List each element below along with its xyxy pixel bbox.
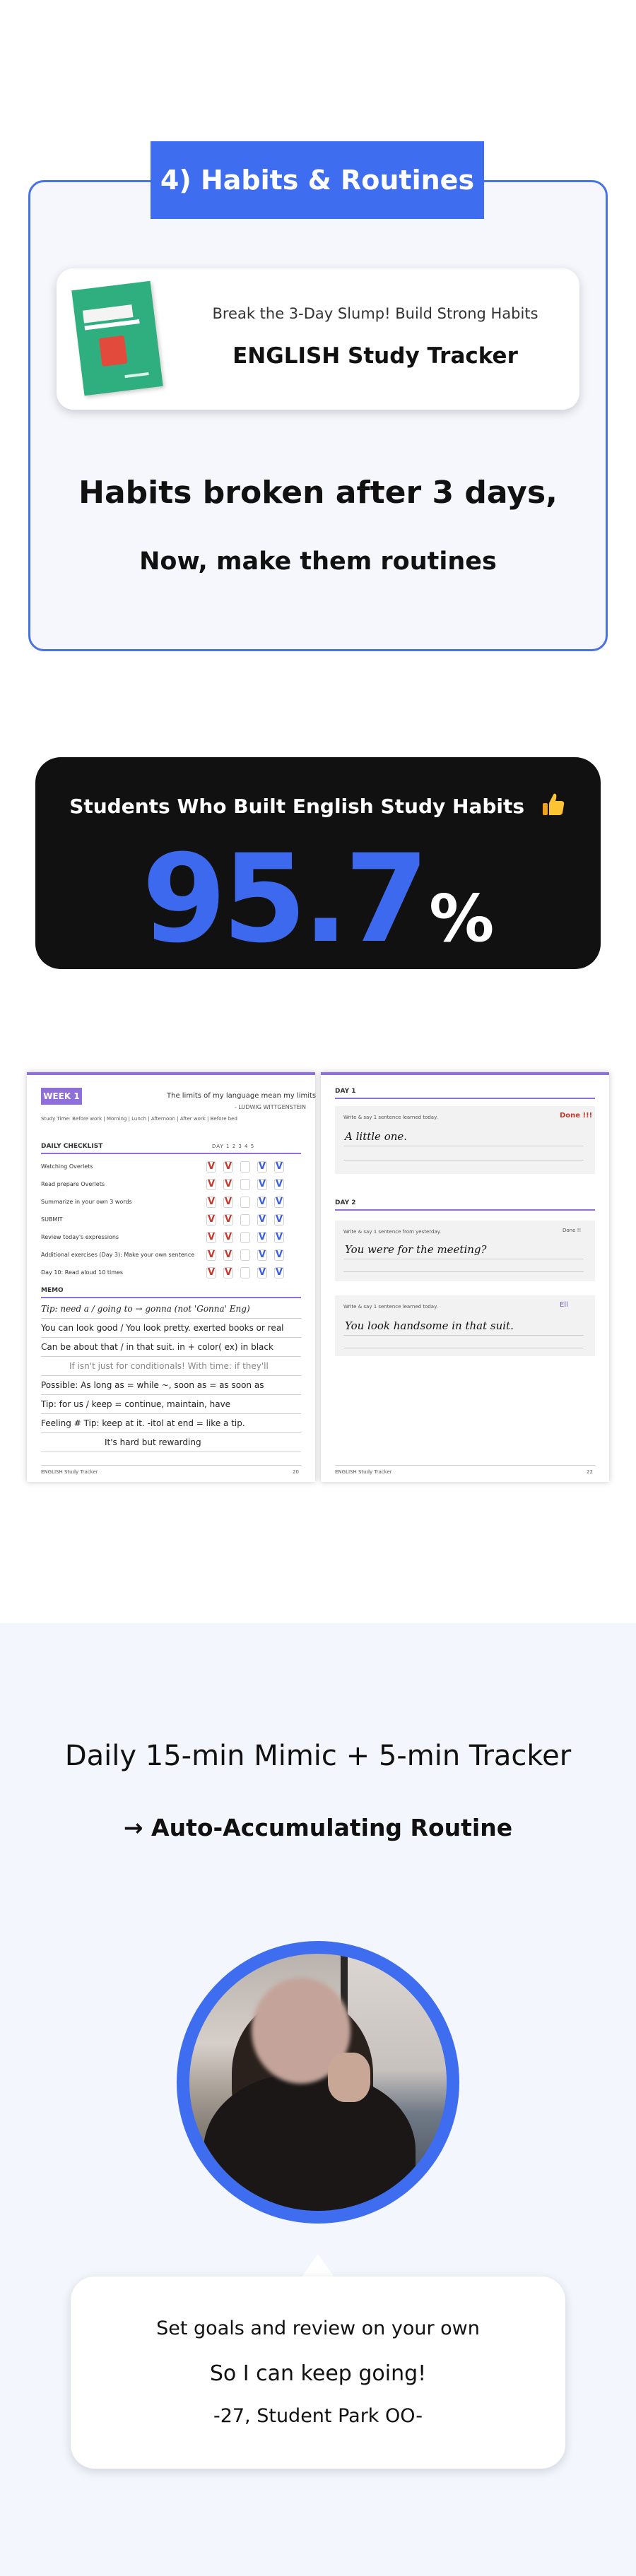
checklist-checkbox[interactable] [240, 1197, 250, 1208]
checklist-row [41, 1160, 302, 1175]
checklist-row [41, 1266, 302, 1281]
checklist-checkbox[interactable]: V [258, 1214, 266, 1225]
week-badge: WEEK 1 [41, 1088, 82, 1105]
memo-rule-line [41, 1356, 301, 1357]
testimonial-author: -27, Student Park OO- [213, 2405, 423, 2427]
memo-rule-line [41, 1413, 301, 1414]
stat-value: 95.7 [141, 828, 425, 970]
stat-card [35, 757, 601, 969]
checklist-checkbox[interactable]: V [275, 1267, 283, 1278]
habits-section [0, 0, 636, 699]
page-footer-title: ENGLISH Study Tracker [41, 1469, 98, 1475]
checklist-checkbox[interactable]: V [258, 1161, 266, 1172]
photo-body [204, 2074, 416, 2211]
memo-rule-line [41, 1337, 301, 1338]
page-number: 20 [293, 1469, 299, 1475]
checklist-row [41, 1195, 302, 1211]
checklist-checkbox[interactable]: V [207, 1214, 216, 1225]
checklist-checkbox[interactable]: V [258, 1267, 266, 1278]
day1-block [335, 1106, 595, 1174]
checklist-checkbox[interactable]: V [275, 1197, 283, 1207]
quote-author: - LUDWIG WITTGENSTEIN [235, 1104, 307, 1110]
section-title: 4) Habits & Routines [151, 141, 484, 219]
product-tagline: Break the 3-Day Slump! Build Strong Habits [212, 305, 538, 322]
headline-secondary: Now, make them routines [139, 547, 497, 576]
day2-mark-today: Ell [560, 1301, 568, 1309]
headline-primary: Habits broken after 3 days, [78, 475, 558, 511]
checklist-checkbox[interactable] [240, 1179, 250, 1190]
checklist-checkbox[interactable] [240, 1214, 250, 1225]
stat-label-row [35, 794, 601, 821]
tracker-page-left [27, 1072, 315, 1482]
checklist-checkbox[interactable]: V [224, 1214, 232, 1225]
checklist-rule [41, 1153, 301, 1154]
thumbs-up-icon [540, 791, 567, 818]
stat-label: Students Who Built English Study Habits [69, 795, 525, 818]
footer-rule [335, 1465, 595, 1466]
checklist-checkbox[interactable] [240, 1161, 250, 1173]
checklist-checkbox[interactable] [240, 1250, 250, 1261]
checklist-checkbox[interactable]: V [207, 1197, 216, 1207]
memo-line: If isn't just for conditionals! With time: if they'll [69, 1361, 269, 1371]
day2-block-today [335, 1295, 595, 1356]
checklist-checkbox[interactable]: V [224, 1232, 232, 1242]
checklist-item-label: Summarize in your own 3 words [41, 1199, 132, 1205]
answer-line [343, 1335, 584, 1336]
study-time: Study Time: Before work | Morning | Lunch | Afternoon | After work | Before bed [41, 1116, 237, 1122]
day2-mark: Done !! [563, 1228, 582, 1233]
memo-line: Possible: As long as = while ~, soon as = as soon as [41, 1380, 264, 1390]
checklist-checkbox[interactable]: V [224, 1197, 232, 1207]
memo-line: Can be about that / in that suit. in + color( ex) in black [41, 1342, 273, 1352]
checklist-checkbox[interactable] [240, 1267, 250, 1278]
day2-block-yesterday [335, 1221, 595, 1281]
checklist-checkbox[interactable]: V [224, 1250, 232, 1260]
checklist-days: DAY 1 2 3 4 5 [212, 1144, 255, 1149]
checklist-item-label: Day 10: Read aloud 10 times [41, 1269, 124, 1276]
tracker-book-image [71, 281, 163, 396]
day1-title: DAY 1 [335, 1088, 356, 1095]
book-footer-mark [124, 372, 148, 378]
checklist-checkbox[interactable]: V [224, 1267, 232, 1278]
memo-rule-line [41, 1318, 301, 1319]
checklist-row [41, 1177, 302, 1193]
memo-rule-line [41, 1432, 301, 1433]
day2-title: DAY 2 [335, 1199, 356, 1206]
checklist-checkbox[interactable]: V [275, 1214, 283, 1225]
checklist-checkbox[interactable]: V [275, 1232, 283, 1242]
page-footer-title: ENGLISH Study Tracker [335, 1469, 392, 1475]
page-top-rule [321, 1072, 609, 1075]
memo-line: You can look good / You look pretty. exerted books or real [41, 1323, 284, 1333]
checklist-checkbox[interactable]: V [224, 1161, 232, 1172]
checklist-title: DAILY CHECKLIST [41, 1143, 103, 1150]
day2-prompt: Write & say 1 sentence from yesterday. [343, 1229, 442, 1235]
day2-prompt-today: Write & say 1 sentence learned today. [343, 1304, 438, 1310]
photo-hand [328, 2053, 370, 2102]
checklist-checkbox[interactable]: V [258, 1250, 266, 1260]
checklist-row [41, 1213, 302, 1228]
day1-rule [335, 1098, 595, 1099]
checklist-checkbox[interactable]: V [207, 1161, 216, 1172]
stat-unit: % [429, 881, 495, 956]
testimonial-line-1: Set goals and review on your own [156, 2317, 480, 2339]
memo-line: Tip: for us / keep = continue, maintain, have [41, 1399, 231, 1409]
page-top-rule [27, 1072, 315, 1075]
checklist-checkbox[interactable]: V [258, 1232, 266, 1242]
memo-line: Tip: need a / going to → gonna (not 'Gonna' Eng) [41, 1304, 250, 1314]
memo-rule-line [41, 1394, 301, 1395]
day1-prompt: Write & say 1 sentence learned today. [343, 1115, 438, 1120]
testimonial-card [71, 2277, 565, 2469]
checklist-checkbox[interactable]: V [207, 1250, 216, 1260]
checklist-item-label: Review today's expressions [41, 1234, 119, 1240]
checklist-checkbox[interactable]: V [224, 1179, 232, 1189]
tracker-page-right [321, 1072, 609, 1482]
checklist-item-label: Watching Overlets [41, 1163, 93, 1170]
student-photo-ring [177, 1941, 459, 2224]
checklist-item-label: SUBMIT [41, 1216, 63, 1223]
checklist-checkbox[interactable]: V [207, 1179, 216, 1189]
section-frame [28, 180, 608, 651]
product-name: ENGLISH Study Tracker [232, 343, 518, 369]
day2-answer: You were for the meeting? [345, 1243, 487, 1256]
answer-line [343, 1271, 584, 1272]
product-card [57, 268, 579, 410]
page-number: 22 [587, 1469, 593, 1475]
checklist-checkbox[interactable]: V [258, 1197, 266, 1207]
routine-headline: Daily 15-min Mimic + 5-min Tracker [64, 1740, 572, 1772]
footer-rule [41, 1465, 301, 1466]
checklist-checkbox[interactable] [240, 1232, 250, 1243]
page-quote: The limits of my language mean my limits [167, 1092, 317, 1100]
routine-section [0, 1623, 636, 2576]
day2-answer-today: You look handsome in that suit. [345, 1319, 514, 1332]
routine-subheadline: → Auto-Accumulating Routine [123, 1814, 513, 1841]
day1-answer: A little one. [345, 1130, 408, 1143]
memo-title: MEMO [41, 1287, 64, 1294]
checklist-checkbox[interactable]: V [207, 1267, 216, 1278]
checklist-row [41, 1230, 302, 1246]
checklist-checkbox[interactable]: V [258, 1179, 266, 1189]
day1-done-mark: Done !!! [560, 1112, 593, 1120]
checklist-row [41, 1248, 302, 1264]
checklist-checkbox[interactable]: V [275, 1250, 283, 1260]
checklist-item-label: Additional exercises (Day 3): Make your own sentence [41, 1252, 195, 1258]
checklist-checkbox[interactable]: V [207, 1232, 216, 1242]
day2-rule [335, 1209, 595, 1211]
book-cube-graphic [99, 336, 128, 367]
student-photo [189, 1954, 447, 2211]
tracker-sample-spread [27, 1072, 609, 1482]
stat-value-row [35, 828, 601, 970]
quote-bubble-tail [301, 2254, 335, 2278]
memo-rule-line [41, 1375, 301, 1376]
checklist-checkbox[interactable]: V [275, 1179, 283, 1189]
memo-line: It's hard but rewarding [105, 1437, 201, 1447]
checklist-item-label: Read prepare Overlets [41, 1181, 105, 1187]
memo-rule [41, 1297, 301, 1298]
testimonial-line-2: So I can keep going! [209, 2361, 427, 2386]
checklist-checkbox[interactable]: V [275, 1161, 283, 1172]
memo-line: Feeling # Tip: keep at it. -itol at end = like a tip. [41, 1418, 245, 1428]
answer-line [343, 1160, 584, 1161]
